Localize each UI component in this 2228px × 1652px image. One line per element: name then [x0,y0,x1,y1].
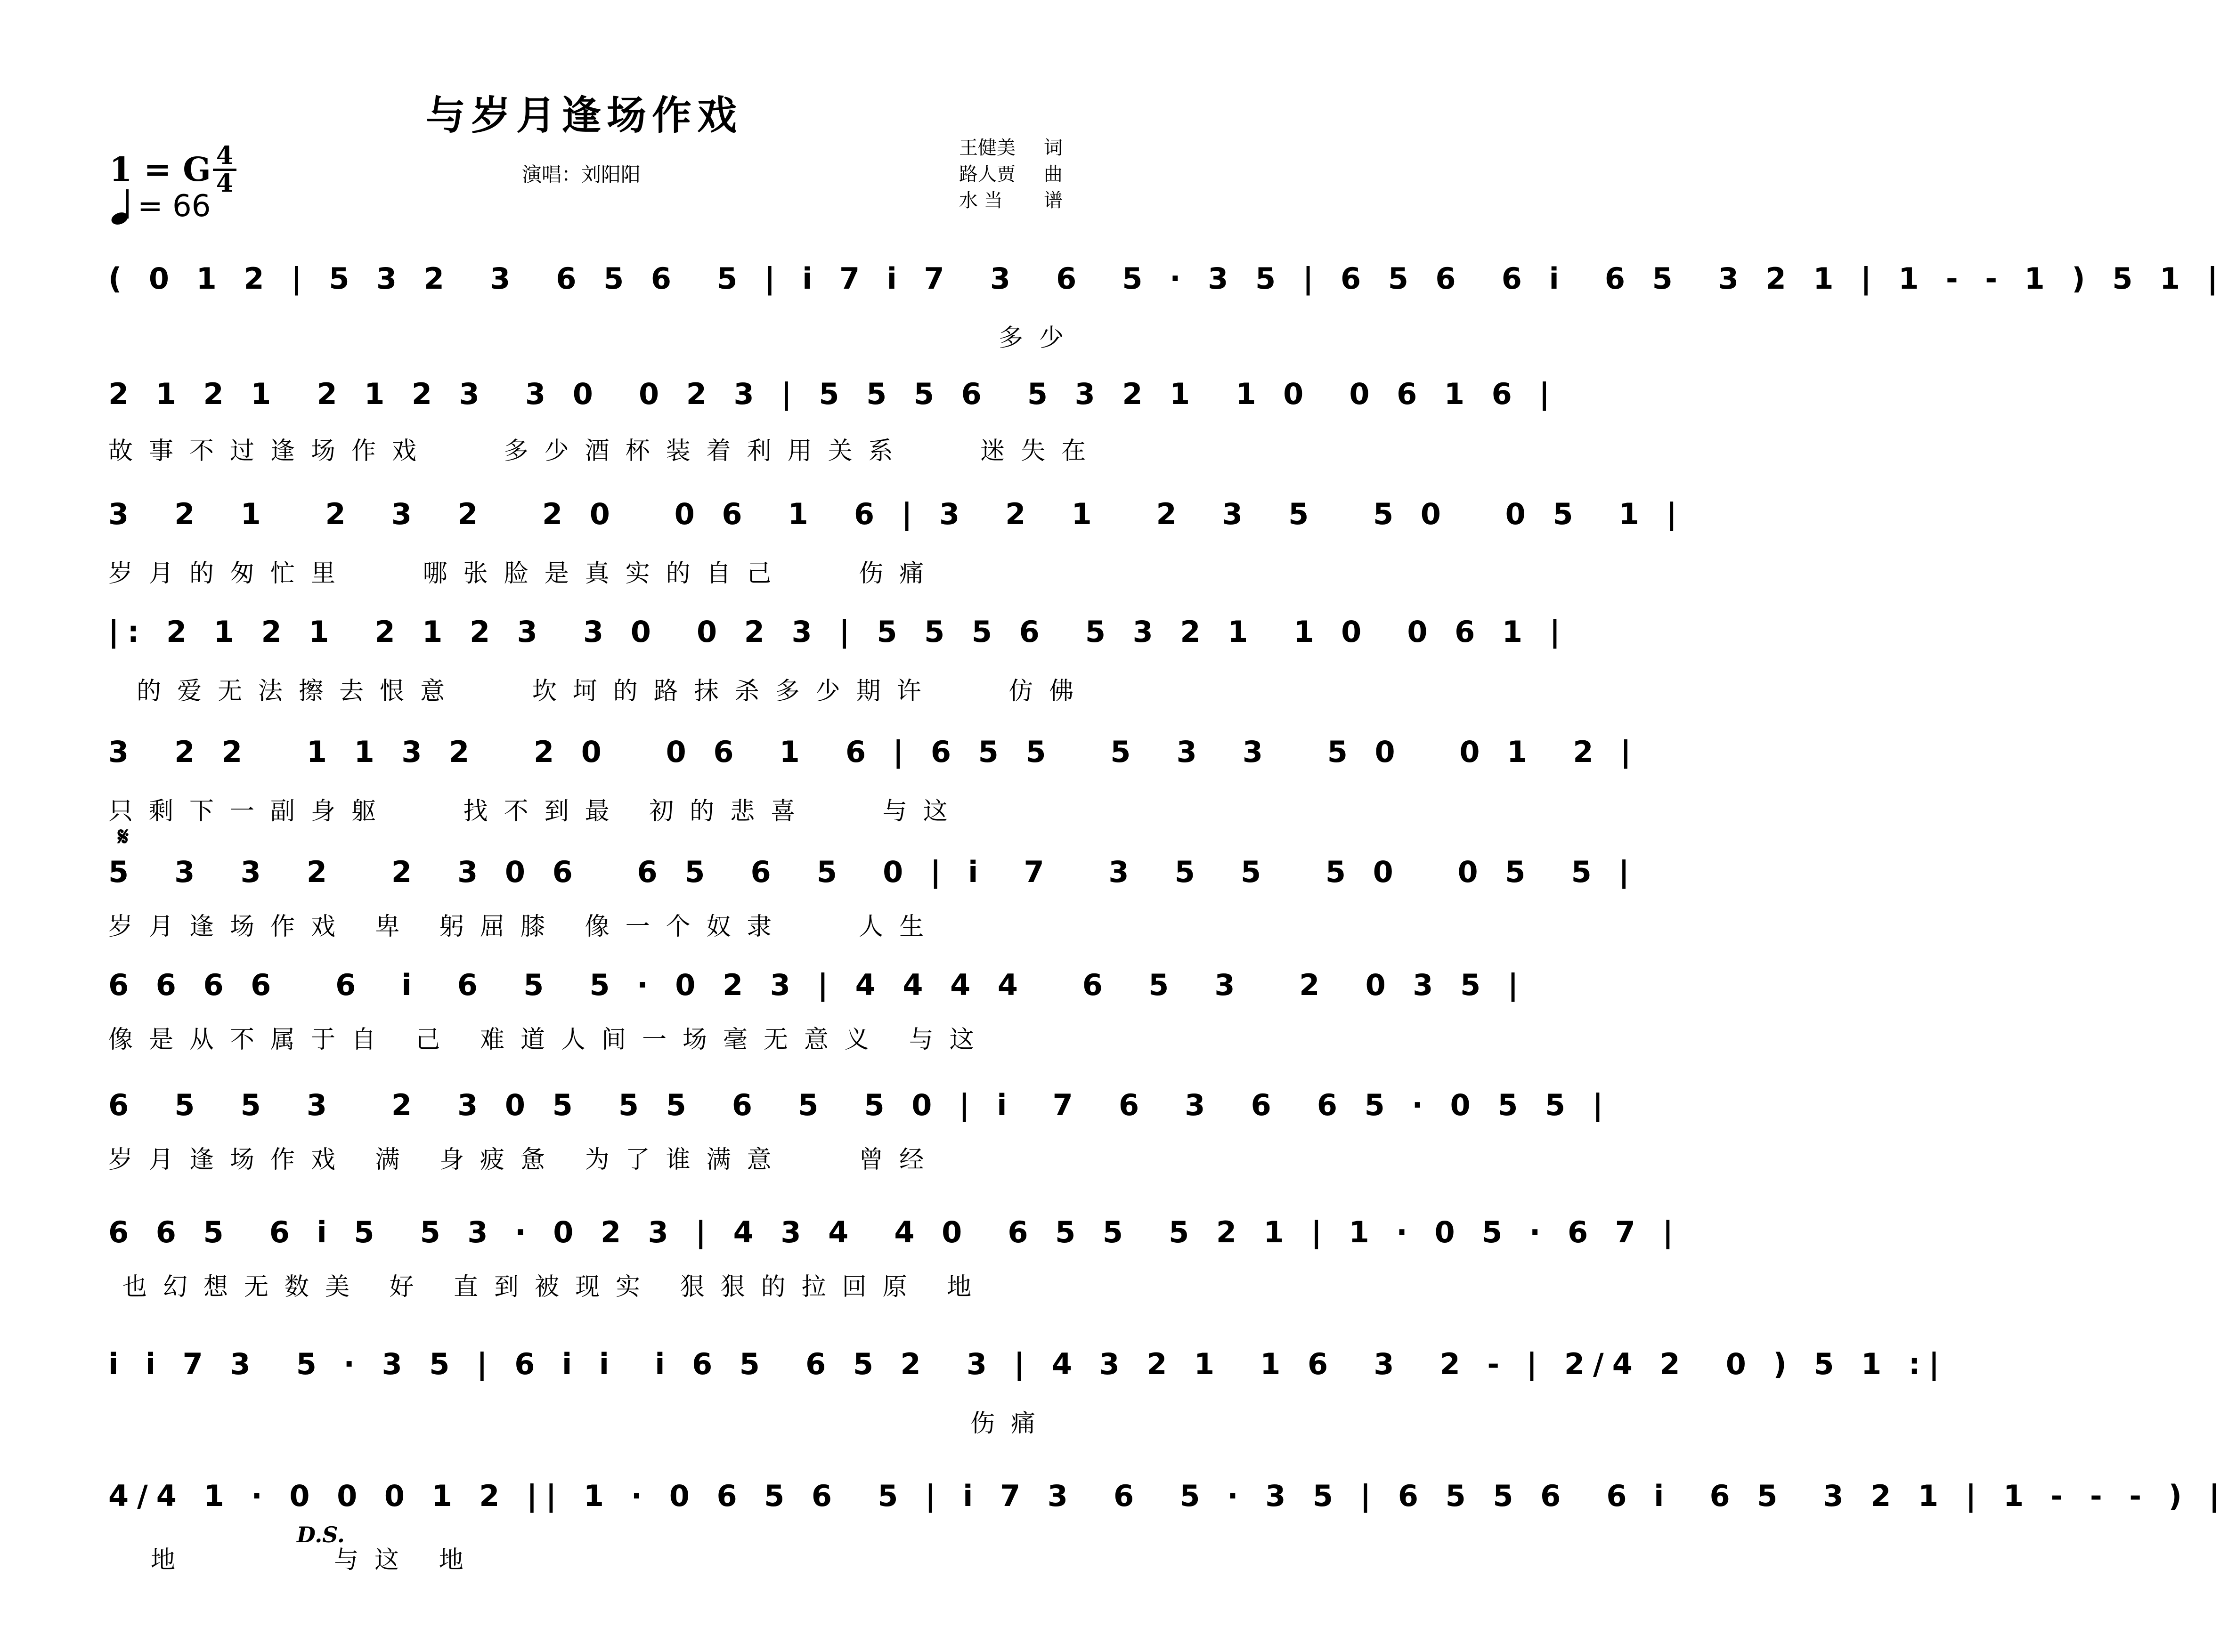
notes-line: 3 2 1 2 3 2 2 0 0 6 1 6 | 3 2 1 2 3 5 5 0 0 5 1 | [108,497,1685,531]
notes-line: 6 6 6 6 6 i 6 5 5 · 0 2 3 | 4 4 4 4 6 5 3 2 0 3 5 | [108,968,1527,1002]
key-signature: 1 = G [109,150,211,189]
lyrics-line: 只剩下一副身躯 找不到最 初的悲喜 与这 [108,797,964,826]
notes-line: ( 0 1 2 | 5 3 2 3 6 5 6 5 | i 7 i 7 3 6 5 · 3 5 | 6 5 6 6 i 6 5 3 2 1 | 1 - - 1 ) 5 1 | [108,261,2227,296]
segno-sign: 𝄋 [118,822,129,851]
notes-line: 3 2 2 1 1 3 2 2 0 0 6 1 6 | 6 5 5 5 3 3 5 0 0 1 2 | [108,735,1640,769]
tempo-value: = 66 [138,189,211,224]
lyrics-line: 的爱无法擦去恨意 坎坷的路抹杀多少期许 仿佛 [137,677,1090,705]
credit-composer: 路人贾 曲 [959,163,1063,185]
lyrics-line: 岁月逢场作戏 满 身疲惫 为了谁满意 曾经 [108,1146,940,1174]
lyrics-line: 伤痛 [970,1409,1052,1438]
notes-line: |: 2 1 2 1 2 1 2 3 3 0 0 2 3 | 5 5 5 6 5 3 2 1 1 0 0 6 1 | [108,615,1569,649]
notes-line: i i 7 3 5 · 3 5 | 6 i i i 6 5 6 5 2 3 | 4 3 2 1 1 6 3 2 - | 2/4 2 0 ) 5 1 :| [108,1347,1948,1381]
credits-block [959,135,1063,214]
notes-line: 2 1 2 1 2 1 2 3 3 0 0 2 3 | 5 5 5 6 5 3 2 1 1 0 0 6 1 6 | [108,377,1558,411]
notes-line: 6 5 5 3 2 3 0 5 5 5 6 5 5 0 | i 7 6 3 6 6 5 · 0 5 5 | [108,1088,1612,1122]
notes-line: 5 3 3 2 2 3 0 6 6 5 6 5 0 | i 7 3 5 5 5 0 0 5 5 | [108,855,1638,889]
dal-segno-mark: D.S. [297,1522,345,1547]
score-title: 与岁月逢场作戏 [425,92,742,138]
lyrics-line: 地 与这 地 [151,1546,480,1574]
meter-top: 4 [216,141,234,170]
lyrics-line: 也幻想无数美 好 直到被现实 狠狠的拉回原 地 [122,1273,988,1301]
notes-line: 4/4 1 · 0 0 0 1 2 || 1 · 0 6 5 6 5 | i 7 3 6 5 · 3 5 | 6 5 5 6 6 i 6 5 3 2 1 | 1 - - - ) | [108,1479,2228,1513]
meter-bottom: 4 [216,169,234,198]
singer-credit: 演唱：刘阳阳 [522,163,641,186]
lyrics-line: 岁月逢场作戏 卑 躬屈膝 像一个奴隶 人生 [108,913,940,941]
credit-lyricist: 王健美 词 [959,137,1063,159]
lyrics-line: 多少 [999,324,1080,352]
time-signature [213,141,236,198]
notes-line: 6 6 5 6 i 5 5 3 · 0 2 3 | 4 3 4 4 0 6 5 5 5 2 1 | 1 · 0 5 · 6 7 | [108,1215,1682,1249]
tempo-marking [109,187,211,225]
quarter-note-icon [109,187,138,225]
lyrics-line: 岁月的匆忙里 哪张脸是真实的自己 伤痛 [108,559,940,588]
credit-transcriber: 水 当 谱 [959,190,1063,211]
lyrics-line: 像是从不属于自 己 难道人间一场毫无意义 与这 [108,1026,990,1054]
lyrics-line: 故事不过逢场作戏 多少酒杯装着利用关系 迷失在 [108,437,1102,465]
